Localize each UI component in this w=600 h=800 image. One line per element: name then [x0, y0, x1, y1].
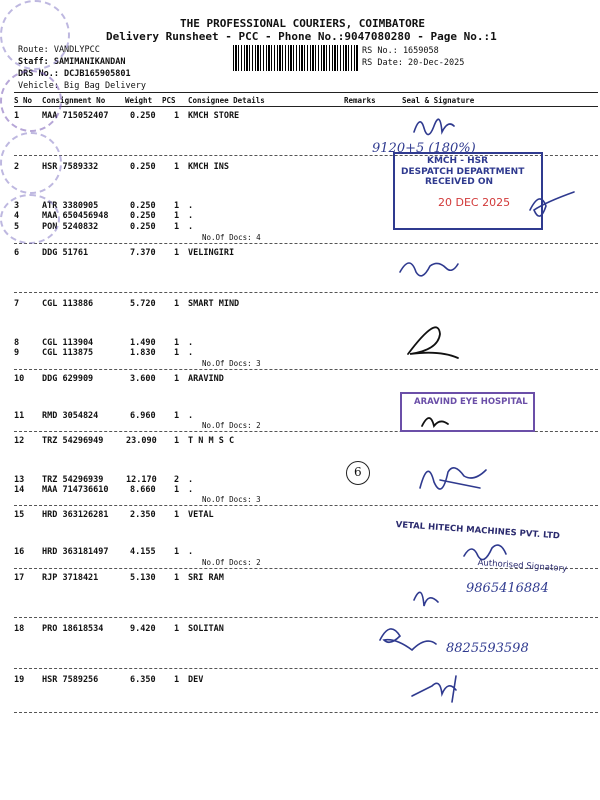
row-consignee: KMCH INS: [188, 162, 229, 172]
row-weight: 7.370: [130, 248, 156, 258]
row-consignee: SOLITAN: [188, 624, 224, 634]
signature-row17: [414, 592, 438, 606]
row-consignment: MAA 715052407: [42, 111, 109, 121]
row-pcs: 1: [174, 411, 180, 421]
row-sno: 9: [14, 348, 20, 358]
row-weight: 5.130: [130, 573, 156, 583]
row-consignee: ARAVIND: [188, 374, 224, 384]
row-weight: 23.090: [126, 436, 157, 446]
row-pcs: 1: [174, 222, 180, 232]
col-sno: S No: [14, 96, 33, 105]
row-sno: 18: [14, 624, 25, 634]
row-pcs: 1: [174, 374, 180, 384]
row-consignee: .: [188, 348, 194, 358]
row-pcs: 1: [174, 111, 180, 121]
signature-row18: [380, 629, 436, 650]
row-weight: 4.155: [130, 547, 156, 557]
signature-row10: [422, 418, 448, 426]
signature-row1: [414, 119, 454, 134]
signature-row7: [408, 327, 458, 358]
row-weight: 6.350: [130, 675, 156, 685]
row-consignment: RJP 3718421: [42, 573, 99, 583]
authorised-signatory-text: Authorised Signatory: [477, 558, 568, 575]
row-consignment: CGL 113886: [42, 299, 94, 309]
row-weight: 0.250: [130, 201, 156, 211]
row-sno: 7: [14, 299, 20, 309]
handwritten-phone: 8825593598: [446, 641, 529, 656]
signature-row12: [420, 468, 486, 489]
row-weight: 9.420: [130, 624, 156, 634]
row-consignee: .: [188, 222, 194, 232]
row-weight: 0.250: [130, 111, 156, 121]
col-consignment: Consignment No: [42, 96, 106, 105]
row-consignment: HRD 363126281: [42, 510, 109, 520]
row-sno: 4: [14, 211, 20, 221]
staff-label: Staff: SAMIMANIKANDAN: [18, 57, 126, 67]
row-consignee: KMCH STORE: [188, 111, 240, 121]
row-pcs: 1: [174, 436, 180, 446]
row-consignee: .: [188, 547, 194, 557]
row-pcs: 1: [174, 338, 180, 348]
row-sno: 11: [14, 411, 25, 421]
signature-row2: [530, 192, 574, 216]
row-consignment: CGL 113875: [42, 348, 94, 358]
row-sno: 5: [14, 222, 20, 232]
row-pcs: 1: [174, 348, 180, 358]
row-consignment: DDG 51761: [42, 248, 89, 258]
row-consignment: PON 5240832: [42, 222, 99, 232]
row-consignment: HSR 7589256: [42, 675, 99, 685]
row-pcs: 1: [174, 573, 180, 583]
row-sno: 16: [14, 547, 25, 557]
row-sno: 12: [14, 436, 25, 446]
drs-number: DRS No.: DCJB165905801: [18, 69, 131, 79]
kmch-stamp-line1: KMCH - HSR: [427, 156, 489, 166]
doc-count: No.Of Docs: 3: [202, 359, 261, 368]
row-consignment: ATR 3380905: [42, 201, 99, 211]
row-weight: 0.250: [130, 222, 156, 232]
row-sno: 13: [14, 475, 25, 485]
row-consignee: .: [188, 411, 194, 421]
signature-row6: [400, 263, 458, 276]
row-weight: 8.660: [130, 485, 156, 495]
row-sno: 1: [14, 111, 20, 121]
doc-count: No.Of Docs: 3: [202, 495, 261, 504]
row-consignee: .: [188, 475, 194, 485]
row-consignee: .: [188, 338, 194, 348]
row-consignment: TRZ 54296949: [42, 436, 104, 446]
row-weight: 0.250: [130, 211, 156, 221]
row-sno: 6: [14, 248, 20, 258]
row-consignee: .: [188, 211, 194, 221]
runsheet-title: THE PROFESSIONAL COURIERS, COIMBATORE: [180, 17, 426, 30]
row-consignment: RMD 3054824: [42, 411, 99, 421]
handwritten-note: 9120+5 (180%): [372, 141, 476, 156]
row-sno: 10: [14, 374, 25, 384]
rs-date: RS Date: 20-Dec-2025: [362, 58, 465, 68]
row-sno: 14: [14, 485, 25, 495]
row-consignee: .: [188, 485, 194, 495]
row-weight: 3.600: [130, 374, 156, 384]
row-consignment: MAA 650456948: [42, 211, 109, 221]
signature-row15: [464, 545, 506, 559]
row-pcs: 1: [174, 485, 180, 495]
runsheet-subtitle: Delivery Runsheet - PCC - Phone No.:9047080280 - Page No.:1: [106, 30, 497, 43]
row-sno: 19: [14, 675, 25, 685]
col-remarks: Remarks: [344, 96, 376, 105]
row-consignee: DEV: [188, 675, 204, 685]
row-consignment: TRZ 54296939: [42, 475, 104, 485]
vetal-stamp-text: VETAL HITECH MACHINES PVT. LTD: [395, 520, 561, 542]
row-consignment: DDG 629909: [42, 374, 94, 384]
row-sno: 2: [14, 162, 20, 172]
doc-count: No.Of Docs: 2: [202, 421, 261, 430]
doc-count: No.Of Docs: 2: [202, 558, 261, 567]
kmch-stamp-line3: RECEIVED ON: [425, 177, 494, 187]
row-consignee: SRI RAM: [188, 573, 224, 583]
row-consignment: HSR 7589332: [42, 162, 99, 172]
row-pcs: 1: [174, 201, 180, 211]
row-pcs: 1: [174, 510, 180, 520]
row-weight: 1.830: [130, 348, 156, 358]
vehicle-label: Vehicle: Big Bag Delivery: [18, 81, 146, 91]
row-pcs: 1: [174, 547, 180, 557]
row-consignment: MAA 714736610: [42, 485, 109, 495]
doc-count: No.Of Docs: 4: [202, 233, 261, 242]
row-pcs: 1: [174, 299, 180, 309]
col-weight: Weight: [125, 96, 153, 105]
row-consignment: CGL 113904: [42, 338, 94, 348]
aravind-stamp-text: ARAVIND EYE HOSPITAL: [414, 397, 528, 407]
row-consignment: HRD 363181497: [42, 547, 109, 557]
kmch-stamp-line2: DESPATCH DEPARTMENT: [401, 167, 525, 177]
row-weight: 6.960: [130, 411, 156, 421]
row-consignee: T N M S C: [188, 436, 235, 446]
row-weight: 0.250: [130, 162, 156, 172]
handwritten-phone: 9865416884: [466, 581, 549, 596]
signature-row19: [412, 676, 456, 702]
row-sno: 3: [14, 201, 20, 211]
row-weight: 5.720: [130, 299, 156, 309]
row-consignee: SMART MIND: [188, 299, 240, 309]
row-sno: 17: [14, 573, 25, 583]
row-sno: 8: [14, 338, 20, 348]
row-sno: 15: [14, 510, 25, 520]
remark-number: 6: [354, 465, 362, 479]
row-consignee: .: [188, 201, 194, 211]
row-pcs: 1: [174, 211, 180, 221]
row-pcs: 1: [174, 624, 180, 634]
row-pcs: 1: [174, 248, 180, 258]
kmch-stamp-date: 20 DEC 2025: [438, 196, 511, 209]
row-consignee: VELINGIRI: [188, 248, 235, 258]
row-weight: 2.350: [130, 510, 156, 520]
col-seal-signature: Seal & Signature: [402, 96, 475, 105]
col-consignee: Consignee Details: [188, 96, 265, 105]
rs-number: RS No.: 1659058: [362, 46, 439, 56]
row-weight: 12.170: [126, 475, 157, 485]
row-consignee: VETAL: [188, 510, 214, 520]
row-consignment: PRO 18618534: [42, 624, 104, 634]
col-pcs: PCS: [162, 96, 176, 105]
row-pcs: 2: [174, 475, 180, 485]
row-weight: 1.490: [130, 338, 156, 348]
route-label: Route: VANDLYPCC: [18, 45, 100, 55]
row-pcs: 1: [174, 675, 180, 685]
row-pcs: 1: [174, 162, 180, 172]
